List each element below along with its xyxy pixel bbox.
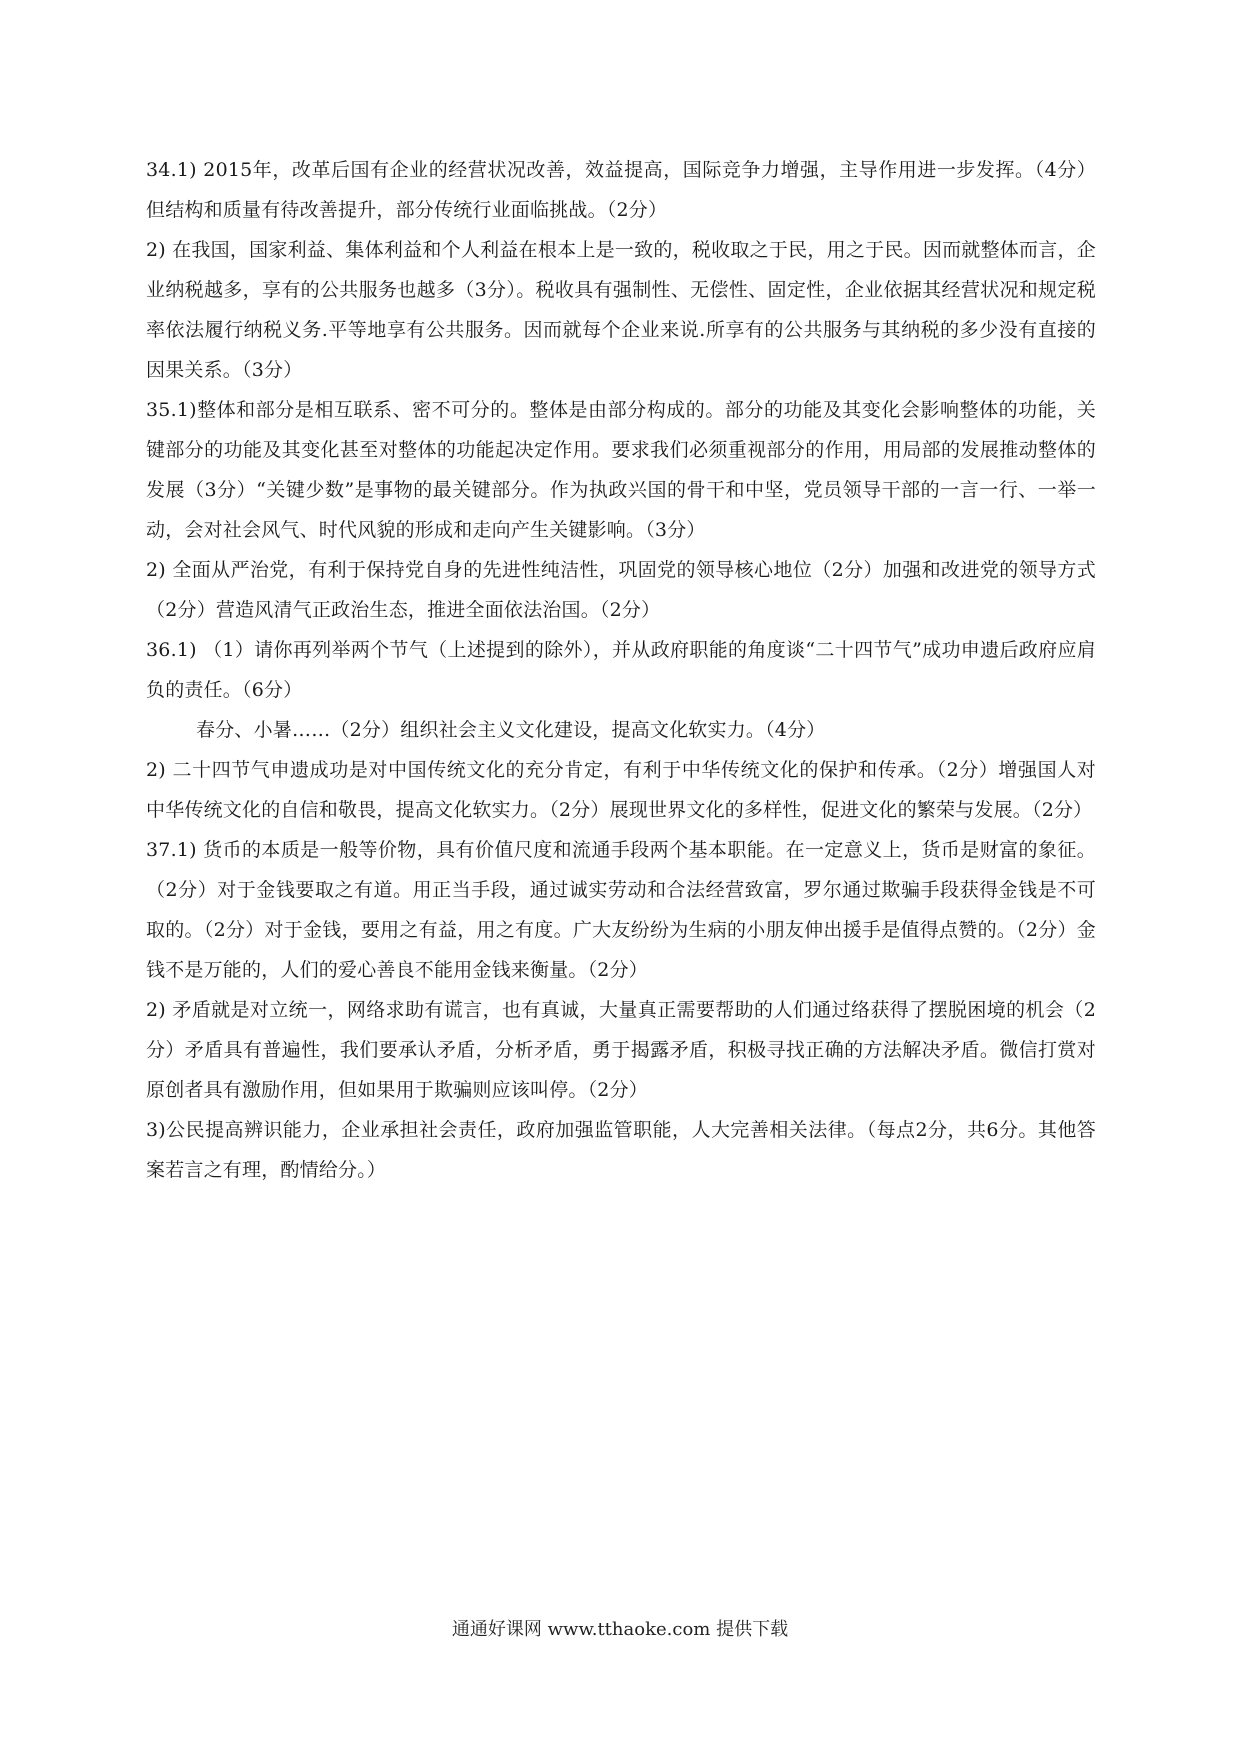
answer-34-part-1: 34.1) 2015年，改革后国有企业的经营状况改善，效益提高，国际竞争力增强，主导作用进一步发挥。（4分）但结构和质量有待改善提升，部分传统行业面临挑战。（2分）: [146, 159, 1096, 221]
question-36-part-1: 36.1) （1）请你再列举两个节气（上述提到的除外），并从政府职能的角度谈“二十四节气”成功申遗后政府应肩负的责任。（6分）: [146, 639, 1096, 701]
answer-37-part-3: 3)公民提高辨识能力，企业承担社会责任，政府加强监管职能，人大完善相关法律。（每点2分，共6分。其他答案若言之有理，酌情给分。）: [146, 1119, 1096, 1181]
answer-36-part-1: 春分、小暑……（2分）组织社会主义文化建设，提高文化软实力。（4分）: [196, 719, 826, 741]
answer-document: [146, 150, 1096, 1190]
answer-36-part-2: 2) 二十四节气申遗成功是对中国传统文化的充分肯定，有利于中华传统文化的保护和传承。（2分）增强国人对中华传统文化的自信和敬畏，提高文化软实力。（2分）展现世界文化的多样性，促进文化的繁荣与发展。（2分）: [146, 759, 1096, 821]
answer-37-part-1: 37.1) 货币的本质是一般等价物，具有价值尺度和流通手段两个基本职能。在一定意义上，货币是财富的象征。（2分）对于金钱要取之有道。用正当手段，通过诚实劳动和合法经营致富，罗尔通过欺骗手段获得金钱是不可取的。（2分）对于金钱，要用之有益，用之有度。广大友纷纷为生病的小朋友伸出援手是值得点赞的。（2分）金钱不是万能的，人们的爱心善良不能用金钱来衡量。（2分）: [146, 839, 1096, 981]
answer-35-part-2: 2) 全面从严治党，有利于保持党自身的先进性纯洁性，巩固党的领导核心地位（2分）加强和改进党的领导方式（2分）营造风清气正政治生态，推进全面依法治国。（2分）: [146, 559, 1096, 621]
footer-source-line: 通通好课网 www.tthaoke.com 提供下载: [451, 1619, 789, 1640]
answer-37-part-2: 2) 矛盾就是对立统一，网络求助有谎言，也有真诚，大量真正需要帮助的人们通过络获得了摆脱困境的机会（2分）矛盾具有普遍性，我们要承认矛盾，分析矛盾，勇于揭露矛盾，积极寻找正确的方法解决矛盾。微信打赏对原创者具有激励作用，但如果用于欺骗则应该叫停。（2分）: [146, 999, 1096, 1101]
answer-35-part-1: 35.1)整体和部分是相互联系、密不可分的。整体是由部分构成的。部分的功能及其变化会影响整体的功能，关键部分的功能及其变化甚至对整体的功能起决定作用。要求我们必须重视部分的作用，用局部的发展推动整体的发展（3分）“关键少数”是事物的最关键部分。作为执政兴国的骨干和中坚，党员领导干部的一言一行、一举一动，会对社会风气、时代风貌的形成和走向产生关键影响。（3分）: [146, 399, 1096, 541]
answer-34-part-2: 2) 在我国，国家利益、集体利益和个人利益在根本上是一致的，税收取之于民，用之于民。因而就整体而言，企业纳税越多，享有的公共服务也越多（3分）。税收具有强制性、无偿性、固定性，企业依据其经营状况和规定税率依法履行纳税义务.平等地享有公共服务。因而就每个企业来说.所享有的公共服务与其纳税的多少没有直接的因果关系。（3分）: [146, 239, 1096, 381]
